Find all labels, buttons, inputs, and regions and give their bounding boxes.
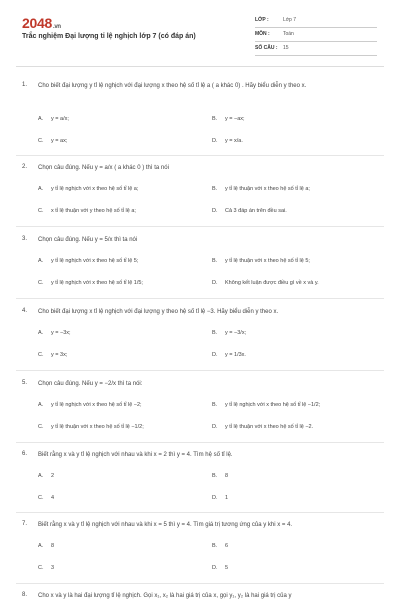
option-b[interactable] (212, 402, 320, 408)
question-divider (16, 370, 384, 371)
question-divider (16, 226, 384, 227)
option-a[interactable] (38, 473, 54, 479)
question-number: 8. (22, 592, 28, 598)
logo-tld: .vn (52, 24, 61, 30)
question-text: Biết rằng x và y tỉ lệ nghịch với nhau và khi x = 2 thì y = 4. Tìm hệ số tỉ lệ. (38, 452, 233, 458)
option-label: C. (38, 208, 44, 214)
option-label: A. (38, 402, 44, 408)
question-text: Chọn câu đúng. Nếu y = a/x ( a khác 0 ) thì ta nói (38, 165, 169, 171)
option-text: 6 (225, 543, 229, 549)
meta-count-value: 15 (283, 45, 289, 51)
option-d[interactable] (212, 424, 313, 430)
option-d[interactable] (212, 138, 243, 144)
option-c[interactable] (38, 424, 144, 430)
option-label: B. (212, 258, 218, 264)
option-c[interactable] (38, 352, 67, 358)
document-title: Trắc nghiệm Đại lượng tỉ lệ nghịch lớp 7 (có đáp án) (22, 33, 196, 40)
option-label: A. (38, 116, 44, 122)
option-label: B. (212, 330, 218, 336)
option-label: D. (212, 280, 218, 286)
option-text: y tỉ lệ nghịch với x theo hệ số tỉ lệ a; (51, 186, 139, 192)
option-text: 8 (51, 543, 55, 549)
meta-subject-row (255, 29, 377, 42)
question-number: 2. (22, 164, 28, 170)
option-text: Cả 3 đáp án trên đều sai. (225, 208, 287, 214)
option-d[interactable] (212, 208, 287, 214)
question-number: 4. (22, 308, 28, 314)
meta-count-row (255, 43, 377, 56)
option-text: 1 (225, 495, 229, 501)
option-d[interactable] (212, 495, 228, 501)
logo-text: 2048 (22, 15, 52, 31)
question-number: 7. (22, 521, 28, 527)
option-label: B. (212, 473, 218, 479)
option-c[interactable] (38, 495, 54, 501)
option-b[interactable] (212, 186, 310, 192)
option-label: A. (38, 473, 44, 479)
option-a[interactable] (38, 186, 138, 192)
option-label: D. (212, 208, 218, 214)
option-text: y = −ax; (225, 116, 245, 122)
question-text: Chọn câu đúng. Nếu y = 5/x thì ta nói (38, 237, 138, 243)
option-text: 5 (225, 565, 229, 571)
meta-class-value: Lớp 7 (283, 17, 297, 23)
option-text: x tỉ lệ thuận với y theo hệ số tỉ lệ a; (51, 208, 136, 214)
option-text: y tỉ lệ nghịch với x theo hệ số tỉ lệ 5; (51, 258, 139, 264)
option-a[interactable] (38, 258, 138, 264)
option-label: B. (212, 543, 218, 549)
option-text: y = x/a. (225, 138, 243, 144)
option-d[interactable] (212, 352, 246, 358)
question-number: 1. (22, 82, 28, 88)
question-divider (16, 155, 384, 156)
option-label: A. (38, 330, 44, 336)
question-text: Biết rằng x và y tỉ lệ nghịch với nhau và khi x = 5 thì y = 4. Tìm giá trị tương ứng của y khi x = 4. (38, 522, 293, 528)
site-logo[interactable] (22, 15, 61, 31)
option-label: C. (38, 280, 44, 286)
meta-subject-key: MÔN : (255, 31, 270, 37)
option-label: D. (212, 565, 218, 571)
option-b[interactable] (212, 330, 246, 336)
option-text: y tỉ lệ thuận với x theo hệ số tỉ lệ a; (225, 186, 310, 192)
option-text: y = ax; (51, 138, 68, 144)
option-label: D. (212, 495, 218, 501)
option-text: 4 (51, 495, 55, 501)
question-text: Cho x và y là hai đại lượng tỉ lệ nghịch. Gọi x₁, x₂ là hai giá trị của x, gọi y₁, y₂ là hai giá trị của y (38, 593, 292, 599)
meta-count-key: SỐ CÂU : (255, 45, 278, 51)
option-text: y tỉ lệ nghịch với x theo hệ số tỉ lệ −1/2; (225, 402, 321, 408)
option-label: A. (38, 258, 44, 264)
option-c[interactable] (38, 208, 136, 214)
option-a[interactable] (38, 402, 142, 408)
question-divider (16, 298, 384, 299)
option-d[interactable] (212, 565, 228, 571)
option-label: C. (38, 138, 44, 144)
option-label: D. (212, 138, 218, 144)
meta-class-row (255, 15, 377, 28)
option-text: 2 (51, 473, 55, 479)
option-c[interactable] (38, 280, 143, 286)
option-text: y = 1/3x. (225, 352, 246, 358)
option-text: y = 3x; (51, 352, 68, 358)
question-number: 5. (22, 380, 28, 386)
question-number: 3. (22, 236, 28, 242)
question-text: Chọn câu đúng. Nếu y = −2/x thì ta nói: (38, 381, 143, 387)
option-text: y = −3/x; (225, 330, 247, 336)
option-label: C. (38, 495, 44, 501)
option-text: y tỉ lệ nghịch với x theo hệ số tỉ lệ 1/5; (51, 280, 143, 286)
question-number: 6. (22, 451, 28, 457)
option-b[interactable] (212, 473, 228, 479)
option-label: B. (212, 402, 218, 408)
option-label: C. (38, 565, 44, 571)
option-label: A. (38, 543, 44, 549)
option-text: Không kết luận được điều gì về x và y. (225, 280, 319, 286)
question-text: Cho biết đại lượng x tỉ lệ nghịch với đại lượng y theo hệ số tỉ lệ −3. Hãy biểu diễn y theo x. (38, 309, 279, 315)
question-divider (16, 512, 384, 513)
option-a[interactable] (38, 116, 69, 122)
option-label: C. (38, 352, 44, 358)
meta-subject-value: Toán (283, 31, 294, 37)
option-b[interactable] (212, 258, 310, 264)
option-text: 8 (225, 473, 229, 479)
option-a[interactable] (38, 543, 54, 549)
option-label: B. (212, 186, 218, 192)
option-text: y = a/x; (51, 116, 69, 122)
option-label: A. (38, 186, 44, 192)
option-text: y = −3x; (51, 330, 71, 336)
option-label: B. (212, 116, 218, 122)
option-label: D. (212, 424, 218, 430)
meta-class-key: LỚP : (255, 17, 269, 23)
option-d[interactable] (212, 280, 319, 286)
option-text: y tỉ lệ nghịch với x theo hệ số tỉ lệ −2; (51, 402, 142, 408)
option-b[interactable] (212, 543, 228, 549)
question-divider (16, 442, 384, 443)
worksheet-header (0, 0, 400, 62)
option-label: D. (212, 352, 218, 358)
option-text: y tỉ lệ thuận với x theo hệ số tỉ lệ 5; (225, 258, 310, 264)
option-a[interactable] (38, 330, 71, 336)
option-b[interactable] (212, 116, 245, 122)
option-c[interactable] (38, 138, 67, 144)
question-text: Cho biết đại lượng y tỉ lệ nghịch với đại lượng x theo hệ số tỉ lệ a ( a khác 0) . Hãy biểu diễn y theo x. (38, 83, 307, 89)
option-text: y tỉ lệ thuận với x theo hệ số tỉ lệ −2. (225, 424, 314, 430)
header-divider (16, 66, 384, 67)
option-text: y tỉ lệ thuận với x theo hệ số tỉ lệ −1/2; (51, 424, 144, 430)
option-label: C. (38, 424, 44, 430)
option-text: 3 (51, 565, 55, 571)
question-divider (16, 583, 384, 584)
option-c[interactable] (38, 565, 54, 571)
